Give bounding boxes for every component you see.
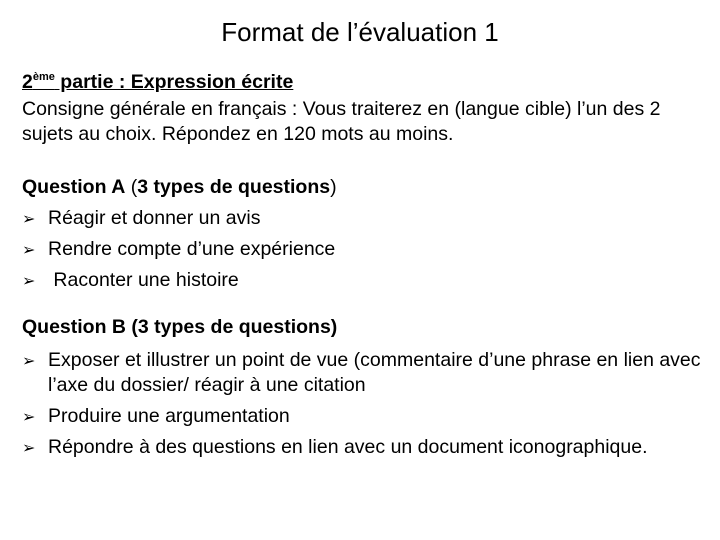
arrow-bullet-icon: ➢ <box>22 438 36 457</box>
list-item <box>22 404 702 429</box>
list-item-text: Réagir et donner un avis <box>48 207 261 229</box>
question-a-label: Question A <box>22 176 126 198</box>
list-item-text: Répondre à des questions en lien avec un document iconographique. <box>48 436 648 458</box>
arrow-bullet-icon: ➢ <box>22 407 36 426</box>
general-instruction: Consigne générale en français : Vous traiterez en (langue cible) l’un des 2 sujets au choix. Répondez en 120 mots au moins. <box>22 98 661 145</box>
arrow-bullet-icon: ➢ <box>22 209 36 228</box>
list-item <box>22 435 702 460</box>
list-item <box>22 268 702 293</box>
question-a-count: 3 types de questions <box>137 176 331 198</box>
section-heading-number: 2 <box>22 71 33 93</box>
section-heading-text: partie : Expression écrite <box>54 71 294 93</box>
slide-body <box>22 70 702 460</box>
list-item-text: Exposer et illustrer un point de vue (commentaire d’une phrase en lien avec l’axe du dossier/ réagir à une citation <box>48 349 701 396</box>
list-item <box>22 237 702 262</box>
list-item <box>22 348 702 398</box>
question-a-title <box>22 175 702 200</box>
arrow-bullet-icon: ➢ <box>22 271 36 290</box>
list-item-text: Produire une argumentation <box>48 405 290 427</box>
question-b-list <box>22 348 702 460</box>
question-a-list <box>22 206 702 293</box>
list-item-text: Rendre compte d’une expérience <box>48 238 336 260</box>
section-heading-superscript: ème <box>32 71 55 83</box>
question-a-open-paren: ( <box>125 176 138 198</box>
question-a-close-paren: ) <box>330 176 337 198</box>
list-item <box>22 206 702 231</box>
question-b-title: Question B (3 types de questions) <box>22 316 338 338</box>
section-heading <box>22 70 702 95</box>
list-item-text: Raconter une histoire <box>48 269 239 291</box>
arrow-bullet-icon: ➢ <box>22 351 36 370</box>
arrow-bullet-icon: ➢ <box>22 240 36 259</box>
slide-title: Format de l’évaluation 1 <box>221 17 499 47</box>
